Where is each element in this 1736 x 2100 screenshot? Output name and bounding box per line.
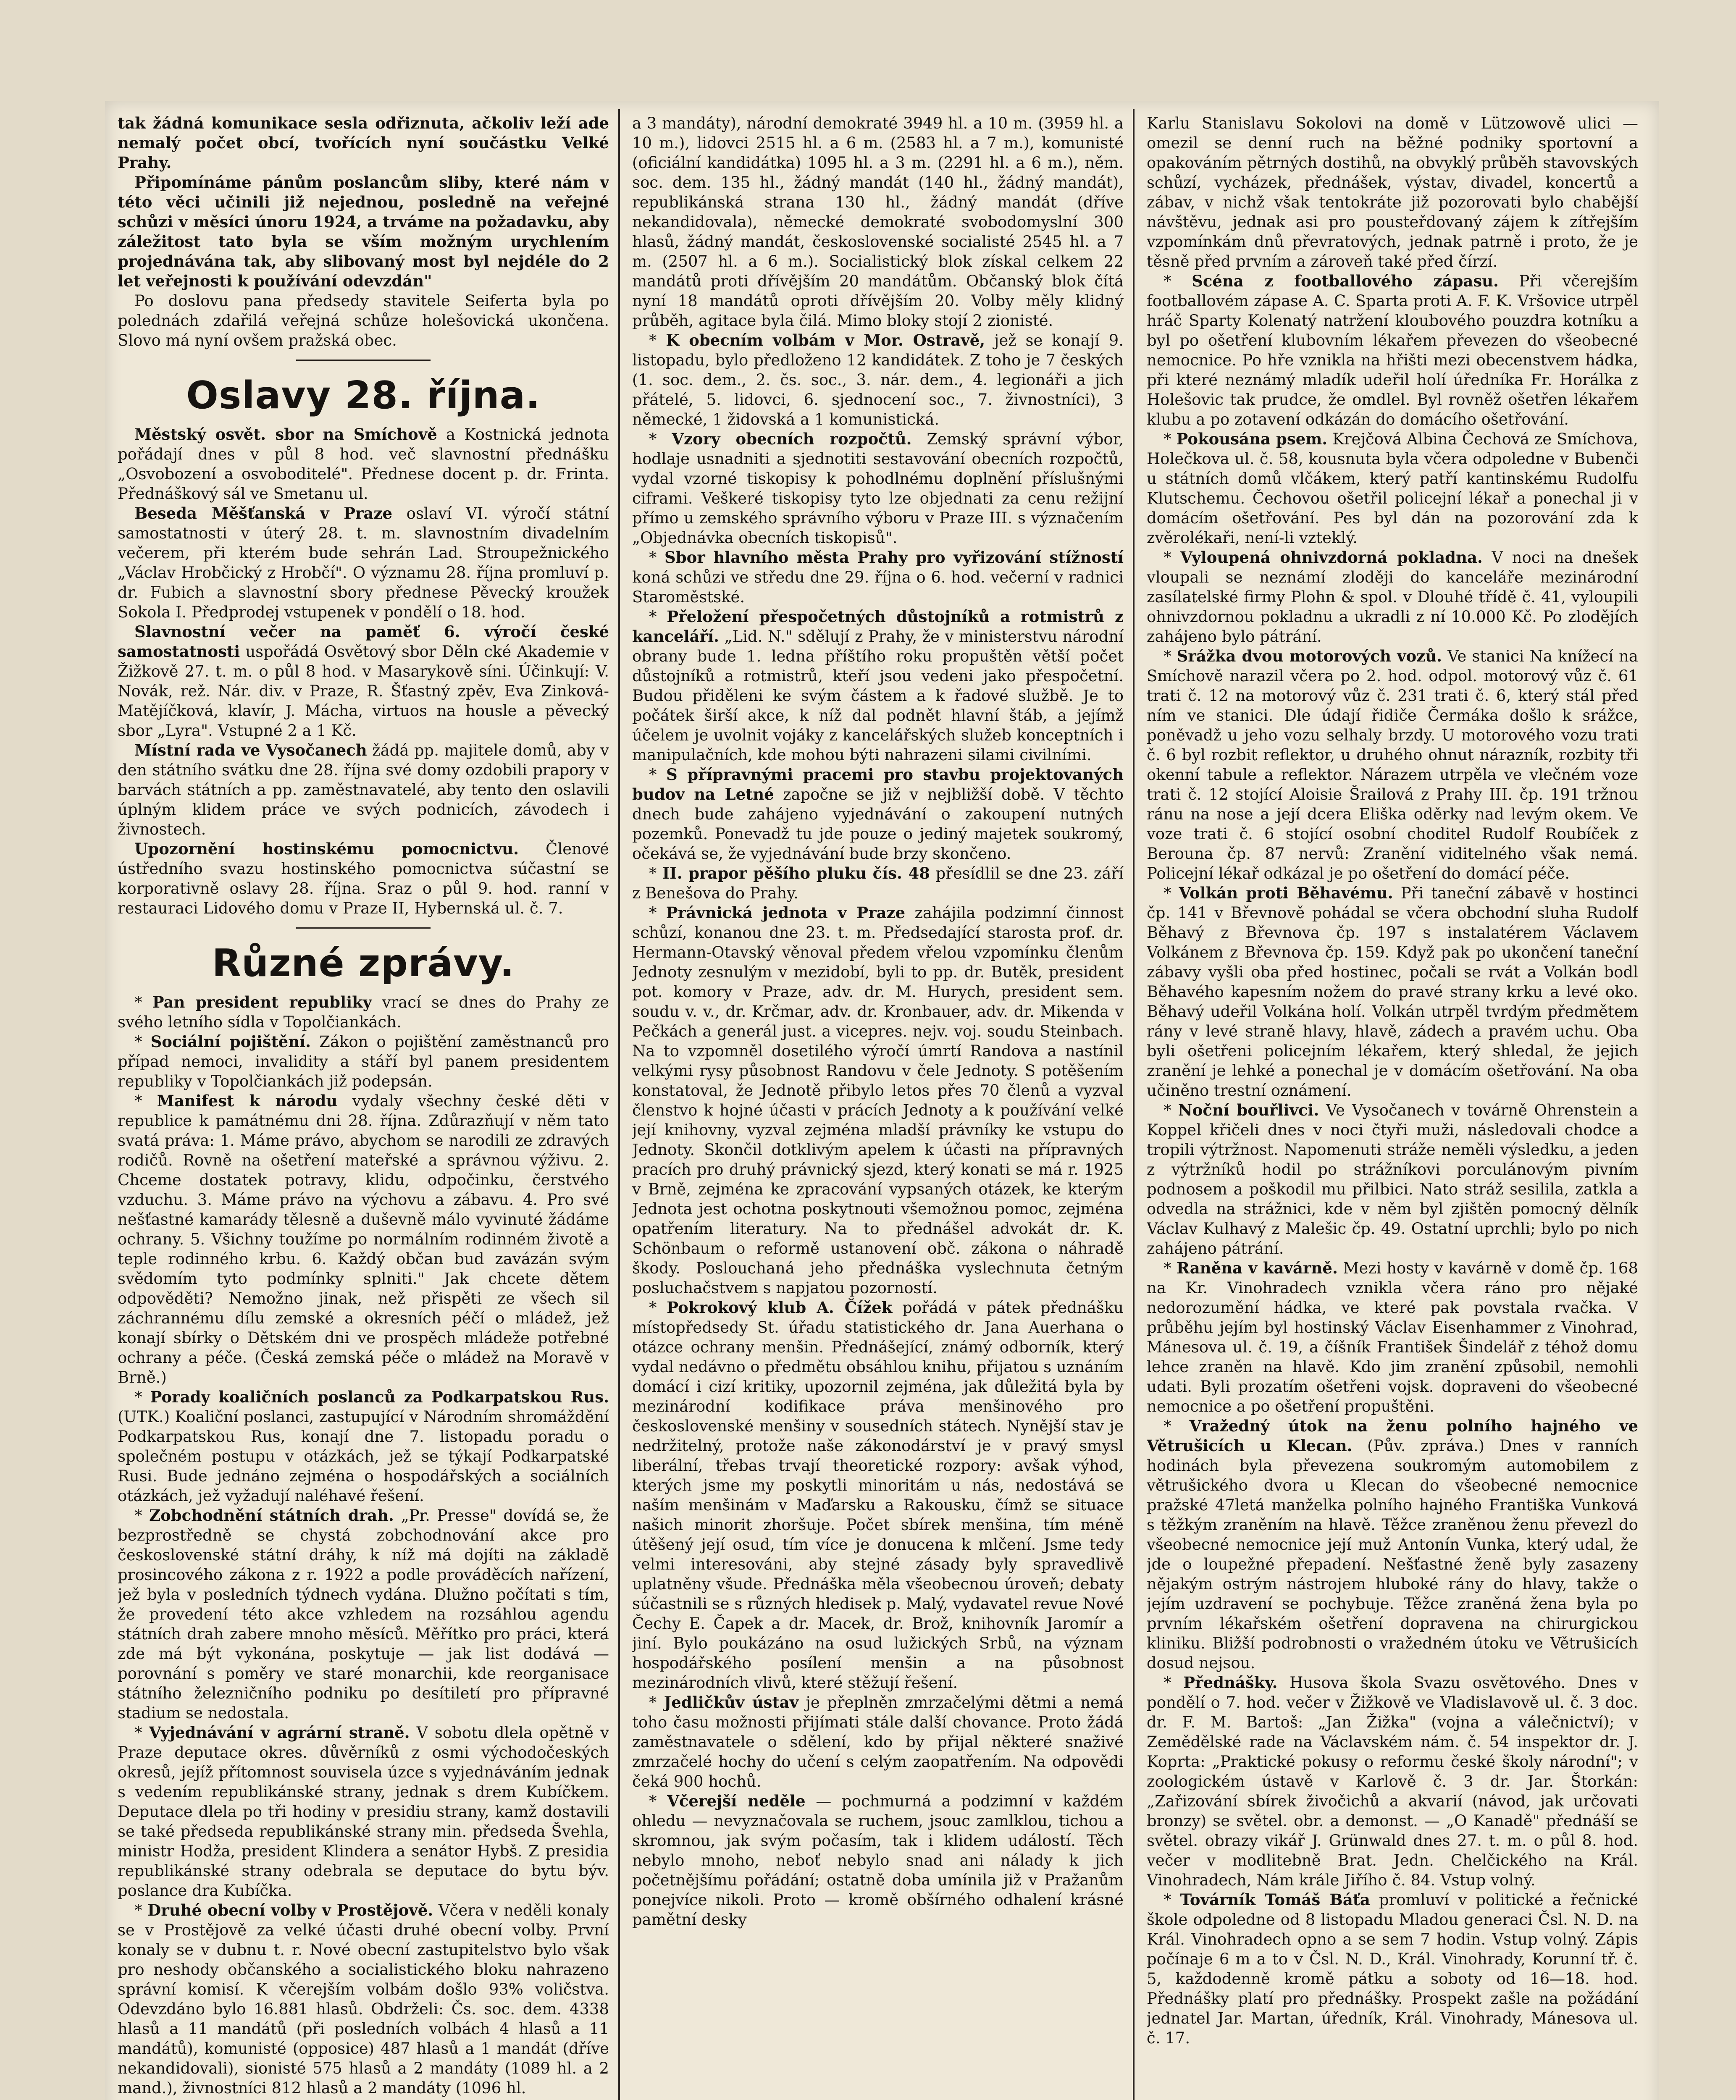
news-item xyxy=(118,504,609,622)
column-3 xyxy=(1147,113,1638,2100)
news-item: * Vražedný útok na ženu polního hajného ve Větrušicích u Klecan. (Pův. zpráva.) Dnes v ranních hodinách byla převezena soukromým automobilem z větrušického dvora u Klecan do všeobecné nemocnice pražské 47letá manželka polního hajného Františka Vunková s těžkým zraněním na hlavě. Těžce zraněnou ženu převezl do všeobecné nemocnice její muž Antonín Vunka, který udal, že jde o loupežné přepadení. Nešťastné ženě byly zasazeny nějakým ostrým nástrojem hluboké rány do hlavy, takže o jejím uzdravení se pochybuje. Těžce zraněná žena byla po prvním lékařském ošetření dopravena na chirurgickou kliniku. Bližší podrobnosti o vražedném útoku ve Větrušicích dosud nejsou. xyxy=(1147,1417,1638,1672)
item-text: promluví v politické a řečnické škole odpoledne od 8 listopadu Mladou generaci Čsl. N. D. na Král. Vinohradech opno a se sem 7 hodin. Vstup volný. Zápis počínaje 6 m a to v Čsl. N. D., Král. Vinohrady, Korunní tř. č. 5, každodenně kromě pátku a soboty od 16—18. hod. Přednášky platí pro přednášky. Prospekt zašle na požádání jednatel Jar. Martan, úředník, Král. Vinohrady, Mánesova ul. č. 17. xyxy=(1147,1891,1638,2047)
news-item xyxy=(118,622,609,740)
item-lead: Pokrokový klub A. Čížek xyxy=(667,1298,893,1317)
item-text: Mezi hosty v kavárně v domě čp. 168 na Kr. Vinohradech vznikla včera ráno pro nějaké nedorozumění hádka, ve které pak povstala rvačka. V průběhu jejím byl hostinský Václav Eisenhammer z Vinohrad, Mánesova ul. č. 19, a číšník František Šindelář z téhož domu lehce zraněn na hlavě. Kdo jim zranění způsobil, nemohli udati. Byli prozatím ošetřeni vojsk. dopraveni do všeobecné nemocnice a po ošetření propuštěni. xyxy=(1147,1259,1638,1415)
paragraph: a 3 mandáty), národní demokraté 3949 hl. a 10 m. (3959 hl. a 10 m.), lidovci 2515 hl. a 6 m. (2583 hl. a 7 m.), komunisté (oficiální kandidátka) 1095 hl. a 3 m. (2291 hl. a 6 m.), něm. soc. dem. 135 hl., žádný mandát (140 hl., žádný mandát), republikánská strana 130 hl., žádný mandát (dříve nekandidovala), německé demokraté svobodomyslní 300 hlasů, žádný mandát, československé socialisté 2545 hl. a 7 m. (2507 hl. a 6 m.). Socialistický blok získal celkem 22 mandátů proti dřívějším 20 mandátům. Občanský blok čítá nyní 18 mandátů oproti dřívějším 20. Volby měly klidný průběh, agitace byla čilá. Mimo bloky stojí 2 zionisté. xyxy=(632,114,1124,330)
item-text: Husova škola Svazu osvětového. Dnes v pondělí o 7. hod. večer v Žižkově ve Vladislavově ul. č. 3 doc. dr. F. M. Bartoš: „Jan Žižka" (vojna a válečnictví); v Zemědělské rade na Václavském nám. č. 54 inspektor dr. J. Koprta: „Praktické pokusy o reformu české školy národní"; v zoologickém ústavě v Karlově č. 3 dr. Jar. Štorkán: „Zařizování sbírek živočichů a akvarií (návod, jak určovati bronzy) se světel. obr. a demonst. — „O Kanadě" přednáší se světel. obrazy vikář J. Grünwald dnes 27. t. m. o půl 8. hod. večer v modlitebně Brat. Jedn. Chelčického na Král. Vinohradech, Nám krále Jiřího č. 84. Vstup volný. xyxy=(1147,1674,1638,1889)
item-lead: Manifest k národu xyxy=(157,1092,338,1110)
item-text: V noci na dnešek vloupali se neznámí zloději do kanceláře mezinárodní zasílatelské firmy Plohn & spol. v Dlouhé třídě č. 41, vyloupili ohnivzdornou pokladnu a ukradli z ní 10.000 Kč. Po zlodějích zahájeno bylo pátrání. xyxy=(1147,549,1638,646)
news-item: * Pan president republiky vrací se dnes do Prahy ze svého letního sídla v Topolčiankách. xyxy=(118,993,609,1031)
column-divider xyxy=(1133,109,1135,2100)
item-text: žádá pp. majitele domů, aby v den státního svátku dne 28. října své domy ozdobili prapory v barvách státních a pp. zaměstnavatelé, aby tento den oslavili úplným klidem práce ve svých podnicích, závodech i živnostech. xyxy=(118,741,609,838)
item-text: koná schůzi ve středu dne 29. října o 6. hod. večerní v radnici Staroměstské. xyxy=(632,568,1124,606)
newspaper-page xyxy=(105,101,1659,2100)
item-text: Při taneční zábavě v hostinci čp. 141 v Břevnově pohádal se včera obchodní sluha Rudolf Běhavý z Břevnova čp. 197 s instalatérem Václavem Volkánem z Břevnova čp. 159. Když pak po ukončení taneční zábavy vyšli oba před hostinec, počali se rvát a Volkán bodl Běhavého kapesním nožem do pravé strany krku a levé oko. Běhavý udeřil Volkána holí. Volkán utrpěl tvrdým předmětem rány v levé straně hlavy, hlavě, zádech a pravém uchu. Oba byli ošetřeni policejním lékařem, který shledal, že jejich zranění je lehké a ponechal je v domácím ošetřování. Na oba učiněno trestní oznámení. xyxy=(1147,884,1638,1100)
item-lead: Městský osvět. sbor na Smíchově xyxy=(134,425,437,444)
item-lead: Beseda Měšťanská v Praze xyxy=(134,504,393,522)
paragraph: Po doslovu pana předsedy stavitele Seiferta byla po polednách zdařilá veřejná schůze holešovická ukončena. Slovo má nyní ovšem pražská obec. xyxy=(118,292,609,349)
item-text: vydaly všechny české děti v republice k památnému dni 28. října. Zdůrazňují v něm tato svatá práva: 1. Máme právo, abychom se narodili ze zdravých rodičů. Rovně na ošetření mateřské a správnou výživu. 2. Chceme dostatek potravy, klidu, odpočinku, čerstvého vzduchu. 3. Máme právo na výchovu a zábavu. 4. Pro své nešťastné kamarády tělesně a duševně málo vyvinuté žádáme ochrany. 5. Všichny toužíme po normálním rodinném životě a teple rodinného krbu. 6. Každý občan bud zavázán svým svědomím tyto podmínky splniti." Jak chcete dětem odpověděti? Nemožno jinak, než přispěti ze všech sil záchrannému dílu zemské a okresních péčí o mládež, jež konají sbírky o Dětském dni ve prospěch mládeže potřebné ochrany a péče. (Česká zemská péče o mládež na Moravě v Brně.) xyxy=(118,1092,609,1386)
news-item: * Manifest k národu vydaly všechny české děti v republice k památnému dni 28. října. Zdůrazňují v něm tato svatá práva: 1. Máme právo, abychom se narodili ze zdravých rodičů. Rovně na ošetření mateřské a správnou výživu. 2. Chceme dostatek potravy, klidu, odpočinku, čerstvého vzduchu. 3. Máme právo na výchovu a zábavu. 4. Pro své nešťastné kamarády tělesně a duševně málo vyvinuté žádáme ochrany. 5. Všichny toužíme po normálním rodinném životě a teple rodinného krbu. 6. Každý občan bud zavázán svým svědomím tyto podmínky splniti." Jak chcete dětem odpověděti? Nemožno jinak, než přispěti ze všech sil záchrannému dílu zemské a okresních péčí o mládež, jež konají sbírky o Dětském dni ve prospěch mládeže potřebné ochrany a péče. (Česká zemská péče o mládež na Moravě v Brně.) xyxy=(118,1092,609,1386)
news-item: * Pokousána psem. Krejčová Albina Čechová ze Smíchova, Holečkova ul. č. 58, kousnuta byla včera odpoledne v Bubenči u státních domů vlčákem, který patří kantinskému Rudolfu Klutschemu. Čechovou ošetřil policejní lékař a ponechal ji v domácím ošetřování. Pes byl dán na pozorování zda k zvěrolékaři, není-li vzteklý. xyxy=(1147,430,1638,547)
item-lead: Právnická jednota v Praze xyxy=(666,903,906,922)
item-lead: Raněna v kavárně. xyxy=(1177,1259,1338,1277)
item-lead: Vyloupená ohnivzdorná pokladna. xyxy=(1180,548,1483,567)
item-text: Zemský správní výbor, hodlaje usnadniti a sjednotiti sestavování obecních rozpočtů, vydal vzorné tiskopisy k pohodlnému doplnění příslušnými ciframi. Veškeré tiskopisy tyto lze objednati za cenu režijní přímo u zemského správního výboru v Praze III. s význačením „Objednávka obecních tiskopisů". xyxy=(632,430,1124,547)
column-1 xyxy=(118,113,609,2100)
news-item: * Sbor hlavního města Prahy pro vyřizování stížností koná schůzi ve středu dne 29. října o 6. hod. večerní v radnici Staroměstské. xyxy=(632,548,1124,606)
item-lead: II. prapor pěšího pluku čís. 48 xyxy=(662,864,930,882)
item-text: Krejčová Albina Čechová ze Smíchova, Holečkova ul. č. 58, kousnuta byla včera odpoledne v Bubenči u státních domů vlčákem, který patří kantinskému Rudolfu Klutschemu. Čechovou ošetřil policejní lékař a ponechal ji v domácím ošetřování. Pes byl dán na pozorování zda k zvěrolékaři, není-li vzteklý. xyxy=(1147,430,1638,547)
section-heading: Různé zprávy. xyxy=(212,941,515,985)
news-item: * Vzory obecních rozpočtů. Zemský správní výbor, hodlaje usnadniti a sjednotiti sestavování obecních rozpočtů, vydal vzorné tiskopisy k pohodlnému doplnění příslušnými ciframi. Veškeré tiskopisy tyto lze objednati za cenu režijní přímo u zemského správního výboru v Praze III. s význačením „Objednávka obecních tiskopisů". xyxy=(632,430,1124,547)
item-text: Zákon o pojištění zaměstnanců pro případ nemoci, invalidity a stáří byl panem presidentem republiky v Topolčiankách již podepsán. xyxy=(118,1033,609,1090)
item-text: uspořádá Osvětový sbor Děln cké Akademie v Žižkově 27. t. m. o půl 8 hod. v Masarykově síni. Účinkují: V. Novák, rež. Nár. div. v Praze, R. Šťastný zpěv, Eva Zinková-Matějíčková, klavír, J. Mácha, virtuos na housle a pěvecký sbor „Lyra". Vstupné 2 a 1 Kč. xyxy=(118,643,609,740)
item-text: — pochmurná a podzimní v každém ohledu — nevyznačovala se ruchem, jsouc zamlklou, tichou a skromnou, jak svým počasím, tak i klidem událostí. Těch nebylo mnoho, neboť nebylo snad ani nálady k jich početnějšímu pořádání; ostatně doba umínila již v Pražanům ponejvíce nikoli. Proto — kromě obšírného odhalení krásné pamětní desky xyxy=(632,1792,1124,1929)
news-item: * Sociální pojištění. Zákon o pojištění zaměstnanců pro případ nemoci, invalidity a stáří byl panem presidentem republiky v Topolčiankách již podepsán. xyxy=(118,1032,609,1090)
item-lead: Přeložení přespočetných důstojníků a rotmistrů z kanceláří. xyxy=(632,607,1124,646)
news-item: * Továrník Tomáš Báťa promluví v politické a řečnické škole odpoledne od 8 listopadu Mladou generaci Čsl. N. D. na Král. Vinohradech opno a se sem 7 hodin. Vstup volný. Zápis počínaje 6 m a to v Čsl. N. D., Král. Vinohrady, Korunní tř. č. 5, každodenně kromě pátku a soboty od 16—18. hod. Přednášky platí pro přednášky. Prospekt zašle na požádání jednatel Jar. Martan, úředník, Král. Vinohrady, Mánesova ul. č. 17. xyxy=(1147,1890,1638,2047)
item-lead: Sbor hlavního města Prahy pro vyřizování stížností xyxy=(664,548,1124,567)
news-item: * Přeložení přespočetných důstojníků a rotmistrů z kanceláří. „Lid. N." sdělují z Prahy, že v ministerstvu národní obrany bude 1. ledna příštího roku propuštěn větší počet důstojníků a rotmistrů, kteří jsou vedeni jako přespočetní. Budou přiděleni ke svým částem a k řadové službě. Je to počátek širší akce, k níž dal podnět hlavní štáb, a jejímž účelem je uvolnit vojáky z kancelářských služeb konceptních i manipulačních, kde mohou býti nahrazeni silami civilními. xyxy=(632,607,1124,764)
item-text: „Lid. N." sdělují z Prahy, že v ministerstvu národní obrany bude 1. ledna příštího roku propuštěn větší počet důstojníků a rotmistrů, kteří jsou vedeni jako přespočetní. Budou přiděleni ke svým částem a k řadové službě. Je to počátek širší akce, k níž dal podnět hlavní štáb, a jejímž účelem je uvolnit vojáky z kancelářských služeb konceptních i manipulačních, kde mohou býti nahrazeni silami civilními. xyxy=(632,627,1124,764)
separator xyxy=(296,360,431,361)
item-lead: Vražedný útok na ženu polního hajného ve Větrušicích u Klecan. xyxy=(1147,1417,1638,1455)
paragraph: tak žádná komunikace sesla odřiznuta, ačkoliv leží ade nemalý počet obcí, tvořících nyní součástku Velké Prahy. xyxy=(118,114,609,172)
item-text: jež se konají 9. listopadu, bylo předloženo 12 kandidátek. Z toho je 7 českých (1. soc. dem., 2. čs. soc., 3. nár. dem., 4. legionáři a jich přátelé, 5. lidovci, 6. sjednocení soc., 7. živnostníci), 3 německé, 1 židovská a 1 komunistická. xyxy=(632,331,1124,428)
separator xyxy=(296,927,431,929)
item-lead: Scéna z footballového zápasu. xyxy=(1192,272,1499,290)
item-lead: Vyjednávání v agrární straně. xyxy=(149,1723,410,1742)
news-item: * Pokrokový klub A. Čížek pořádá v pátek přednášku místopředsedy St. úřadu statistického dr. Jana Auerhana o otázce ochrany menšin. Přednášející, známý odborník, který vydal nedávno o předmětu obsáhlou knihu, přijatou s uznáním domácí i cizí kritiky, upozornil zejména, jak důležitá byla by mezinárodní kodifikace práva menšinového pro československé menšiny v sousedních státech. Nynější stav je nedržitelný, protože naše zákonodárství je v pravý smysl liberální, třebas trvají theoretické rozpory: avšak výhod, kterých jsme my poskytli minoritám u nás, nedostává se naším menšinám v Maďarsku a Rakousku, čímž se situace našich minorit zhoršuje. Počet sbírek menšina, tím méně útěšený její osud, tím více je donucena k mlčení. Jsme tedy velmi interesováni, aby stejné zásady byly spravedlivě uplatněny všude. Přednáška měla všeobecnou úroveň; debaty súčastnili se s různých hledisek p. Malý, vydavatel revue Nové Čechy E. Čapek a dr. Macek, dr. Brož, knihovník Jaromír a jiní. Bylo poukázáno na osud lužických Srbů, na význam hospodářského posílení menšin a na působnost mezinárodních vlivů, které stěžují řešení. xyxy=(632,1298,1124,1692)
item-lead: Místní rada ve Vysočanech xyxy=(134,741,367,759)
item-text: Ve stanici Na knížecí na Smíchově narazil včera po 2. hod. odpol. motorový vůz č. 61 trati č. 12 na motorový vůz č. 231 trati č. 6, který stál před ním ve stanici. Dle údají řidiče Čermáka došlo k srážce, poněvadž u jeho vozu selhaly brzdy. U motorového vozu trati č. 6 byl rozbit reflektor, u druhého ohnut nárazník, rozbity tři okenní tabule a reflektor. Nárazem utrpěla ve vlečném voze trati č. 12 stojící Aloisie Šrailová z Prahy III. čp. 191 tržnou ránu na nose a její dcera Eliška oděrky nad levým okem. Ve voze trati č. 6 stojící osobní choditel Rudolf Roubíček z Berouna čp. 87 nervů: Zranění viditelného však nemá. Policejní lékař odkázal je po ošetření do domácí péče. xyxy=(1147,647,1638,882)
item-lead: K obecním volbám v Mor. Ostravě, xyxy=(666,331,985,349)
news-item xyxy=(118,839,609,918)
item-lead: Upozornění hostinskému pomocnictvu. xyxy=(134,840,519,858)
column-2 xyxy=(632,113,1124,2100)
item-lead: Pokousána psem. xyxy=(1176,430,1328,448)
item-text: (Pův. zpráva.) Dnes v ranních hodinách byla převezena soukromým automobilem z větrušického dvora u Klecan do všeobecné nemocnice pražské 47letá manželka polního hajného Františka Vunková s těžkým zraněním na hlavě. Těžce zraněnou ženu převezl do všeobecné nemocnice její muž Antonín Vunka, který udal, že jde o loupežné přepadení. Nešťastné ženě byly zasazeny nějakým ostrým nástrojem hluboké rány do hlavy, takže o jejím uzdravení se pochybuje. Těžce zraněná žena byla po prvním lékařském ošetření dopravena na chirurgickou kliniku. Bližší podrobnosti o vražedném útoku ve Větrušicích dosud nejsou. xyxy=(1147,1437,1638,1672)
item-text: započne se již v nejbližší době. V těchto dnech bude zahájeno vyjednávání o zakoupení nutných pozemků. Ponevadž tu jde pouze o jediný majetek soukromý, očekává se, že vyjednávání bude brzy skončeno. xyxy=(632,785,1124,863)
news-item: * Zobchodnění státních drah. „Pr. Presse" dovídá se, že bezprostředně se chystá zobchodnování akce pro československé státní dráhy, k níž má dojíti na základě prosincového zákona z r. 1922 a podle prováděcích nařízení, jež byla v posledních týdnech vydána. Dlužno počítati s tím, že provedení této akce vzhledem na rozsáhlou agendu státních drah zabere mnoho měsíců. Měřítko pro práci, která zde má být vykonána, poskytuje — jak list dodává — porovnání s poměry ve staré monarchii, kde reorganisace státního železničního podniku po desítiletí pro přípravné stadium se nedostala. xyxy=(118,1506,609,1722)
section-heading: Oslavy 28. října. xyxy=(186,373,541,417)
item-text: Včera v neděli konaly se v Prostějově za velké účasti druhé obecní volby. První konaly se v dubnu t. r. Nové obecní zastupitelstvo bylo však pro neshody občanského a socialistického bloku nahrazeno správní komisí. K včerejším volbám došlo 93% voličstva. Odevzdáno bylo 16.881 hlasů. Obdrželi: Čs. soc. dem. 4338 hlasů a 11 mandátů (při posledních volbách 4 hlasů a 11 mandátů), komunisté (opposice) 487 hlasů a 1 mandát (dříve nekandidovali), sionisté 575 hlasů a 2 mandáty (1089 hl. a 2 mand.), živnostníci 812 hlasů a 2 mandáty (1096 hl. xyxy=(118,1901,609,2097)
news-item xyxy=(118,425,609,504)
news-item: * II. prapor pěšího pluku čís. 48 přesídlil se dne 23. září z Benešova do Prahy. xyxy=(632,864,1124,902)
item-text: Ve Vysočanech v továrně Ohrenstein a Koppel křičeli dnes v noci čtyři muži, následovali chodce a tropili výtržnost. Napomenuti stráže neměli výsledku, a jeden z výtržníků hodil po strážníkovi porculánovým pivním podnosem a poškodil mu přilbici. Nato stráž sesilila, zatkla a odvedla na strážnici, kde v něm byl zjištěn pomocný dělník Václav Kulhavý z Malešic čp. 49. Ostatní uprchli; bylo po nich zahájeno pátrání. xyxy=(1147,1101,1638,1257)
item-lead: Volkán proti Běhavému. xyxy=(1179,884,1393,902)
news-item xyxy=(118,740,609,839)
item-text: „Pr. Presse" dovídá se, že bezprostředně se chystá zobchodnování akce pro československé státní dráhy, k níž má dojíti na základě prosincového zákona z r. 1922 a podle prováděcích nařízení, jež byla v posledních týdnech vydána. Dlužno počítati s tím, že provedení této akce vzhledem na rozsáhlou agendu státních drah zabere mnoho měsíců. Měřítko pro práci, která zde má být vykonána, poskytuje — jak list dodává — porovnání s poměry ve staré monarchii, kde reorganisace státního železničního podniku po desítiletí pro přípravné stadium se nedostala. xyxy=(118,1507,609,1722)
news-item: * Vyloupená ohnivzdorná pokladna. V noci na dnešek vloupali se neznámí zloději do kanceláře mezinárodní zasílatelské firmy Plohn & spol. v Dlouhé třídě č. 41, vyloupili ohnivzdornou pokladnu a ukradli z ní 10.000 Kč. Po zlodějích zahájeno bylo pátrání. xyxy=(1147,548,1638,646)
item-text: oslaví VI. výročí státní samostatnosti v úterý 28. t. m. slavnostním divadelním večerem, při kterém bude sehrán Lad. Stroupežnického „Václav Hrobčický z Hrobčí". O významu 28. října promluví p. dr. Fubich a slavnostní sbory přednese Pěvecký kroužek Sokola I. Předprodej vstupenek v pondělí o 18. hod. xyxy=(118,504,609,621)
item-lead: Noční bouřlivci. xyxy=(1178,1101,1319,1119)
item-text: a Kostnická jednota pořádají dnes v půl 8 hod. več slavnostní přednášku „Osvobození a osvoboditelé". Přednese docent p. dr. Frinta. Přednáškový sál ve Smetanu ul. xyxy=(118,425,609,503)
item-text: Při včerejším footballovém zápase A. C. Sparta proti A. F. K. Vršovice utrpěl hráč Sparty Kolenatý natržení kloubového pouzdra kotníku a byl po ošetření klubovním lékařem převezen do všeobecné nemocnice. Po hře vznikla na hřišti mezi obecenstvem hádka, při které neznámý mladík udeřil holí úředníka Fr. Horálka z Holešovic tak prudce, že omdlel. Byl rovněž ošetřen lékařem klubu a po zotavení odkázán do domácího ošetřování. xyxy=(1147,272,1638,428)
news-item: * Jedličkův ústav je přeplněn zmrzačelými dětmi a nemá toho času možnosti přijímati stále další chovance. Proto žádá zaměstnavatele o sdělení, kdo by přijal některé snaživé zmrzačelé hochy do učení s celým zaopatřením. Na odpovědi čeká 900 hochů. xyxy=(632,1693,1124,1790)
item-text: V sobotu dlela opětně v Praze deputace okres. důvěrníků z osmi východočeských okresů, jejíž přítomnost souvisela úzce s vyjednáváním jednak s vedením republikánské strany, jednak s drem Kubíčkem. Deputace dlela po tři hodiny v presidiu strany, kamž dostavili se také předseda republikánské strany min. předseda Švehla, ministr Hodža, president Klindera a senátor Hybš. Z presidia republikánské strany odebrala se deputace do bytu býv. poslance dra Kubíčka. xyxy=(118,1724,609,1900)
news-item: * Včerejší neděle — pochmurná a podzimní v každém ohledu — nevyznačovala se ruchem, jsouc zamlklou, tichou a skromnou, jak svým počasím, tak i klidem událostí. Těch nebylo mnoho, neboť nebylo snad ani nálady k jich početnějšímu pořádání; ostatně doba umínila již v Pražanům ponejvíce nikoli. Proto — kromě obšírného odhalení krásné pamětní desky xyxy=(632,1792,1124,1929)
news-item: * Porady koaličních poslanců za Podkarpatskou Rus. (UTK.) Koaliční poslanci, zastupující v Národním shromáždění Podkarpatskou Rus, konají dne 7. listopadu poradu o společném postupu v otázkách, jež se týkají Podkarpatské Rusi. Bude jednáno zejména o hospodářských a sociálních otázkách, jež vyžadují naléhavé řešení. xyxy=(118,1388,609,1505)
item-lead: Sociální pojištění. xyxy=(150,1032,311,1051)
item-lead: Srážka dvou motorových vozů. xyxy=(1177,647,1442,665)
item-text: je přeplněn zmrzačelými dětmi a nemá toho času možnosti přijímati stále další chovance. Proto žádá zaměstnavatele o sdělení, kdo by přijal některé snaživé zmrzačelé hochy do učení s celým zaopatřením. Na odpovědi čeká 900 hochů. xyxy=(632,1693,1124,1790)
item-lead: Pan president republiky xyxy=(152,993,372,1011)
paragraph: Karlu Stanislavu Sokolovi na domě v Lützowově ulici — omezil se denní ruch na běžné podniky sportovní a opakováním pětrných dostihů, na obvyklý průběh stavovských schůzí, vycházek, přednášek, výstav, divadel, koncertů a zábav, v nichž však tentokráte již pozorovati bylo chabější návštěvu, jednak asi pro pousteřdovaný zájem k zítřejším vzpomínkám dnů převratových, jednak patrně i proto, že je těsně před prvním a zároveň také před čírzí. xyxy=(1147,114,1638,270)
news-item: * Právnická jednota v Praze zahájila podzimní činnost schůzí, konanou dne 23. t. m. Předsedající starosta prof. dr. Hermann-Otavský věnoval předem vřelou vzpomínku členům Jednoty zesnulým v mezidobí, byli to pp. dr. Butěk, president pot. komory v Praze, adv. dr. M. Hurych, president sem. soudu v. v., dr. Krčmar, adv. dr. Kronbauer, adv. dr. Mikenda v Pečkách a generál just. a vicepres. nejv. voj. soudu Steinbach. Na to vzpomněl dosetilého výročí úmrtí Randova a nastínil velkými rysy působnost Randovu v čele Jednoty. S potěšením konstatoval, že Jednotě přibylo letos přes 70 členů a vyzval členstvo k hojné účasti v prácích Jednoty a k používání velké její knihovny, vyzval zejména mladší právníky ke vstupu do Jednoty. Skončil dotklivým apelem k účasti na přípravných pracích pro druhý právnický sjezd, který konati se má r. 1925 v Brně, zejména ke zpracování vypsaných otázek, ke kterým Jednota jest ochotna poskytnouti všemožnou pomoc, zejména opatřením literatury. Na to přednášel advokát dr. K. Schönbaum o reformě ustanovení obč. zákona o náhradě škody. Poslouchaná jeho přednáška vyslechnuta četným posluchačstvem s napjatou pozorností. xyxy=(632,903,1124,1297)
item-text: Členové ústředního svazu hostinského pomocnictva súčastní se korporativně oslavy 28. října. Sraz o půl 9. hod. ranní v restauraci Lidového domu v Praze II, Hybernská ul. č. 7. xyxy=(118,840,609,917)
news-item: * Scéna z footballového zápasu. Při včerejším footballovém zápase A. C. Sparta proti A. F. K. Vršovice utrpěl hráč Sparty Kolenatý natržení kloubového pouzdra kotníku a byl po ošetření klubovním lékařem převezen do všeobecné nemocnice. Po hře vznikla na hřišti mezi obecenstvem hádka, při které neznámý mladík udeřil holí úředníka Fr. Horálka z Holešovic tak prudce, že omdlel. Byl rovněž ošetřen lékařem klubu a po zotavení odkázán do domácího ošetřování. xyxy=(1147,272,1638,428)
news-item: * Vyjednávání v agrární straně. V sobotu dlela opětně v Praze deputace okres. důvěrníků z osmi východočeských okresů, jejíž přítomnost souvisela úzce s vyjednáváním jednak s vedením republikánské strany, jednak s drem Kubíčkem. Deputace dlela po tři hodiny v presidiu strany, kamž dostavili se také předseda republikánské strany min. předseda Švehla, ministr Hodža, president Klindera a senátor Hybš. Z presidia republikánské strany odebrala se deputace do bytu býv. poslance dra Kubíčka. xyxy=(118,1723,609,1900)
item-text: zahájila podzimní činnost schůzí, konanou dne 23. t. m. Předsedající starosta prof. dr. Hermann-Otavský věnoval předem vřelou vzpomínku členům Jednoty zesnulým v mezidobí, byli to pp. dr. Butěk, president pot. komory v Praze, adv. dr. M. Hurych, president sem. soudu v. v., dr. Krčmar, adv. dr. Kronbauer, adv. dr. Mikenda v Pečkách a generál just. a vicepres. nejv. voj. soudu Steinbach. Na to vzpomněl dosetilého výročí úmrtí Randova a nastínil velkými rysy působnost Randovu v čele Jednoty. S potěšením konstatoval, že Jednotě přibylo letos přes 70 členů a vyzval členstvo k hojné účasti v prácích Jednoty a k používání velké její knihovny, vyzval zejména mladší právníky ke vstupu do Jednoty. Skončil dotklivým apelem k účasti na přípravných pracích pro druhý právnický sjezd, který konati se má r. 1925 v Brně, zejména ke zpracování vypsaných otázek, ke kterým Jednota jest ochotna poskytnouti všemožnou pomoc, zejména opatřením literatury. Na to přednášel advokát dr. K. Schönbaum o reformě ustanovení obč. zákona o náhradě škody. Poslouchaná jeho přednáška vyslechnuta četným posluchačstvem s napjatou pozorností. xyxy=(632,904,1124,1297)
item-lead: Porady koaličních poslanců za Podkarpatskou Rus. xyxy=(150,1388,609,1406)
item-text: vrací se dnes do Prahy ze svého letního sídla v Topolčiankách. xyxy=(118,993,609,1031)
news-item: * S přípravnými pracemi pro stavbu projektovaných budov na Letné započne se již v nejbližší době. V těchto dnech bude zahájeno vyjednávání o zakoupení nutných pozemků. Ponevadž tu jde pouze o jediný majetek soukromý, očekává se, že vyjednávání bude brzy skončeno. xyxy=(632,765,1124,863)
column-divider xyxy=(618,109,620,2100)
item-lead: Včerejší neděle xyxy=(667,1792,806,1810)
item-lead: Slavnostní večer na paměť 6. výročí české samostatnosti xyxy=(118,622,609,661)
item-text: pořádá v pátek přednášku místopředsedy St. úřadu statistického dr. Jana Auerhana o otázce ochrany menšin. Přednášející, známý odborník, který vydal nedávno o předmětu obsáhlou knihu, přijatou s uznáním domácí i cizí kritiky, upozornil zejména, jak důležitá byla by mezinárodní kodifikace práva menšinového pro československé menšiny v sousedních státech. Nynější stav je nedržitelný, protože naše zákonodárství je v pravý smysl liberální, třebas trvají theoretické rozpory: avšak výhod, kterých jsme my poskytli minoritám u nás, nedostává se naším menšinám v Maďarsku a Rakousku, čímž se situace našich minorit zhoršuje. Počet sbírek menšina, tím méně útěšený její osud, tím více je donucena k mlčení. Jsme tedy velmi interesováni, aby stejné zásady byly spravedlivě uplatněny všude. Přednáška měla všeobecnou úroveň; debaty súčastnili se s různých hledisek p. Malý, vydavatel revue Nové Čechy E. Čapek a dr. Macek, dr. Brož, knihovník Jaromír a jiní. Bylo poukázáno na osud lužických Srbů, na význam hospodářského posílení menšin a na působnost mezinárodních vlivů, které stěžují řešení. xyxy=(632,1299,1124,1692)
news-item: * Volkán proti Běhavému. Při taneční zábavě v hostinci čp. 141 v Břevnově pohádal se včera obchodní sluha Rudolf Běhavý z Břevnova čp. 197 s instalatérem Václavem Volkánem z Břevnova čp. 159. Když pak po ukončení taneční zábavy vyšli oba před hostinec, počali se rvát a Volkán bodl Běhavého kapesním nožem do pravé strany krku a levé oko. Běhavý udeřil Volkána holí. Volkán utrpěl tvrdým předmětem rány v levé straně hlavy, hlavě, zádech a pravém uchu. Oba byli ošetřeni policejním lékařem, který shledal, že jejich zranění je lehké a ponechal je v domácím ošetřování. Na oba učiněno trestní oznámení. xyxy=(1147,884,1638,1100)
item-lead: Jedličkův ústav xyxy=(664,1693,799,1712)
item-lead: Druhé obecní volby v Prostějově. xyxy=(147,1901,433,1919)
news-item: * Druhé obecní volby v Prostějově. Včera v neděli konaly se v Prostějově za velké účasti druhé obecní volby. První konaly se v dubnu t. r. Nové obecní zastupitelstvo bylo však pro neshody občanského a socialistického bloku nahrazeno správní komisí. K včerejším volbám došlo 93% voličstva. Odevzdáno bylo 16.881 hlasů. Obdrželi: Čs. soc. dem. 4338 hlasů a 11 mandátů (při posledních volbách 4 hlasů a 11 mandátů), komunisté (opposice) 487 hlasů a 1 mandát (dříve nekandidovali), sionisté 575 hlasů a 2 mandáty (1089 hl. a 2 mand.), živnostníci 812 hlasů a 2 mandáty (1096 hl. xyxy=(118,1901,609,2097)
news-item: * Raněna v kavárně. Mezi hosty v kavárně v domě čp. 168 na Kr. Vinohradech vznikla včera ráno pro nějaké nedorozumění hádka, ve které pak povstala rvačka. V průběhu jejím byl hostinský Václav Eisenhammer z Vinohrad, Mánesova ul. č. 19, a číšník František Šindelář z téhož domu lehce zraněn na hlavě. Kdo jim zranění způsobil, nemohli udati. Byli prozatím ošetřeni vojsk. dopraveni do všeobecné nemocnice a po ošetření propuštěni. xyxy=(1147,1259,1638,1415)
item-text: přesídlil se dne 23. září z Benešova do Prahy. xyxy=(632,864,1124,902)
item-lead: S přípravnými pracemi pro stavbu projektovaných budov na Letné xyxy=(632,765,1124,803)
paragraph: Připomínáme pánům poslancům sliby, které nám v této věci učinili již nejednou, posledně na veřejné schůzi v měsíci únoru 1924, a trváme na požadavku, aby záležitost tato byla se vším možným urychlením projednávána tak, aby slibovaný most byl nejdéle do 2 let veřejnosti k používání odevzdán" xyxy=(118,173,609,290)
news-item: * Srážka dvou motorových vozů. Ve stanici Na knížecí na Smíchově narazil včera po 2. hod. odpol. motorový vůz č. 61 trati č. 12 na motorový vůz č. 231 trati č. 6, který stál před ním ve stanici. Dle údají řidiče Čermáka došlo k srážce, poněvadž u jeho vozu selhaly brzdy. U motorového vozu trati č. 6 byl rozbit reflektor, u druhého ohnut nárazník, rozbity tři okenní tabule a reflektor. Nárazem utrpěla ve vlečném voze trati č. 12 stojící Aloisie Šrailová z Prahy III. čp. 191 tržnou ránu na nose a její dcera Eliška oděrky nad levým okem. Ve voze trati č. 6 stojící osobní choditel Rudolf Roubíček z Berouna čp. 87 nervů: Zranění viditelného však nemá. Policejní lékař odkázal je po ošetření do domácí péče. xyxy=(1147,647,1638,882)
news-item: * Noční bouřlivci. Ve Vysočanech v továrně Ohrenstein a Koppel křičeli dnes v noci čtyři muži, následovali chodce a tropili výtržnost. Napomenuti stráže neměli výsledku, a jeden z výtržníků hodil po strážníkovi porculánovým pivním podnosem a poškodil mu přilbici. Nato stráž sesilila, zatkla a odvedla na strážnici, kde v něm byl zjištěn pomocný dělník Václav Kulhavý z Malešic čp. 49. Ostatní uprchli; bylo po nich zahájeno pátrání. xyxy=(1147,1101,1638,1257)
item-lead: Vzory obecních rozpočtů. xyxy=(672,430,912,448)
item-lead: Továrník Tomáš Báťa xyxy=(1180,1890,1370,1909)
item-lead: Zobchodnění státních drah. xyxy=(149,1506,394,1525)
item-lead: Přednášky. xyxy=(1183,1673,1278,1692)
news-item: * K obecním volbám v Mor. Ostravě, jež se konají 9. listopadu, bylo předloženo 12 kandidátek. Z toho je 7 českých (1. soc. dem., 2. čs. soc., 3. nár. dem., 4. legionáři a jich přátelé, 5. lidovci, 6. sjednocení soc., 7. živnostníci), 3 německé, 1 židovská a 1 komunistická. xyxy=(632,331,1124,428)
item-text: (UTK.) Koaliční poslanci, zastupující v Národním shromáždění Podkarpatskou Rus, konají dne 7. listopadu poradu o společném postupu v otázkách, jež se týkají Podkarpatské Rusi. Bude jednáno zejména o hospodářských a sociálních otázkách, jež vyžadují naléhavé řešení. xyxy=(118,1408,609,1505)
news-item: * Přednášky. Husova škola Svazu osvětového. Dnes v pondělí o 7. hod. večer v Žižkově ve Vladislavově ul. č. 3 doc. dr. F. M. Bartoš: „Jan Žižka" (vojna a válečnictví); v Zemědělské rade na Václavském nám. č. 54 inspektor dr. J. Koprta: „Praktické pokusy o reformu české školy národní"; v zoologickém ústavě v Karlově č. 3 dr. Jar. Štorkán: „Zařizování sbírek živočichů a akvarií (návod, jak určovati bronzy) se světel. obr. a demonst. — „O Kanadě" přednáší se světel. obrazy vikář J. Grünwald dnes 27. t. m. o půl 8. hod. večer v modlitebně Brat. Jedn. Chelčického na Král. Vinohradech, Nám krále Jiřího č. 84. Vstup volný. xyxy=(1147,1673,1638,1889)
